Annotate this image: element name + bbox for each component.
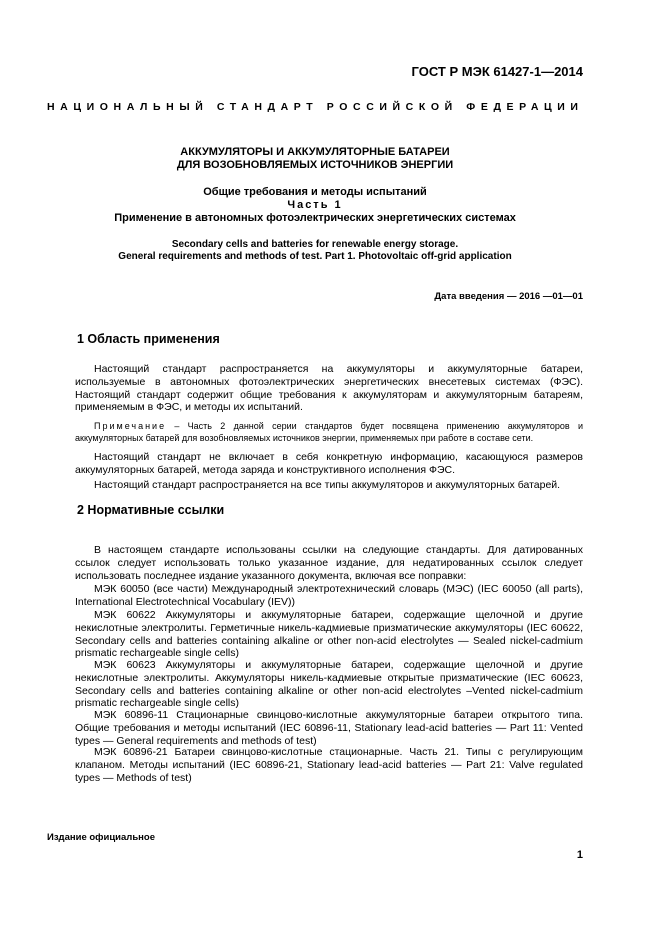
english-title-line-2: General requirements and methods of test. Part 1. Photovoltaic off-grid application — [118, 251, 512, 262]
english-title-line-1: Secondary cells and batteries for renewable energy storage. — [171, 239, 459, 250]
document-code: ГОСТ Р МЭК 61427-1—2014 — [411, 64, 583, 79]
reference-iec-60623: МЭК 60623 Аккумуляторы и аккумуляторные батареи, содержащие щелочной и другие некислотные электролиты. Аккумуляторы никель-кадмиевые открытые призматические (IEC 60623, Secondary cells and batteries containing alkaline or other non-acid electrolytes –Vented nickel-cadmium prismatic rechargeable single cells) — [75, 659, 583, 710]
section-2-paragraph-1: В настоящем стандарте использованы ссылки на следующие стандарты. Для датированных ссылок следует использовать только указанное издание, для недатированных ссылок следует использовать последнее издание указанного документа, включая все поправки: — [75, 544, 583, 582]
official-edition-label: Издание официальное — [47, 832, 155, 843]
reference-iec-60050: МЭК 60050 (все части) Международный электротехнический словарь (МЭС) (IEC 60050 (all parts), International Electrotechnical Vocabulary (IEV)) — [75, 583, 583, 608]
reference-iec-60896-21: МЭК 60896-21 Батареи свинцово-кислотные стационарные. Часть 21. Типы с регулирующим клапаном. Методы испытаний (IEC 60896-21, Stationary lead-acid batteries — Part 21: Valve regulated types — Methods of test) — [75, 746, 583, 784]
introduction-date: Дата введения — 2016 —01—01 — [434, 291, 583, 302]
title-line-1: АККУМУЛЯТОРЫ И АККУМУЛЯТОРНЫЕ БАТАРЕИ — [180, 146, 450, 158]
subtitle-application: Применение в автономных фотоэлектрических энергетических системах — [114, 212, 516, 224]
section-1-paragraph-2: Настоящий стандарт не включает в себя конкретную информацию, касающуюся размеров аккумуляторных батарей, метода заряда и конструктивного исполнения ФЭС. — [75, 451, 583, 476]
subtitle-part: Часть 1 — [287, 199, 343, 211]
reference-iec-60896-11: МЭК 60896-11 Стационарные свинцово-кислотные аккумуляторные батареи открытого типа. Общие требования и методы испытаний (IEC 60896-11, Stationary lead-acid batteries — Part 11: Vented types — General requirements and methods of test) — [75, 709, 583, 747]
national-standard-banner: НАЦИОНАЛЬНЫЙ СТАНДАРТ РОССИЙСКОЙ ФЕДЕРАЦИИ — [47, 101, 584, 113]
note-text: – Часть 2 данной серии стандартов будет посвящена применению аккумуляторов и аккумуляторных батарей для возобновляемых источников энергии, применяемых при работе в составе сети. — [75, 421, 583, 443]
section-1-paragraph-3: Настоящий стандарт распространяется на все типы аккумуляторов и аккумуляторных батарей. — [94, 479, 561, 491]
section-1-paragraph-1: Настоящий стандарт распространяется на аккумуляторы и аккумуляторные батареи, используемые в автономных фотоэлектрических энергетических внесетевых системах (ФЭС). Настоящий стандарт содержит общие требования к аккумуляторам и аккумуляторным батареям, применяемым в ФЭС, и методы их испытаний. — [75, 363, 583, 414]
subtitle-general: Общие требования и методы испытаний — [203, 186, 427, 198]
section-2-heading: 2 Нормативные ссылки — [77, 503, 225, 517]
reference-iec-60622: МЭК 60622 Аккумуляторы и аккумуляторные батареи, содержащие щелочной и другие некислотные электролиты. Герметичные никель-кадмиевые призматические аккумуляторы (IEC 60622, Secondary cells and batteries containing alkaline or other non-acid electrolytes — Sealed nickel-cadmium prismatic rechargeable single cells) — [75, 609, 583, 660]
page-number: 1 — [576, 849, 583, 861]
title-line-2: ДЛЯ ВОЗОБНОВЛЯЕМЫХ ИСТОЧНИКОВ ЭНЕРГИИ — [176, 159, 454, 171]
section-1-note — [75, 420, 583, 444]
section-1-heading: 1 Область применения — [77, 332, 220, 346]
note-label: Примечание — [94, 421, 167, 431]
